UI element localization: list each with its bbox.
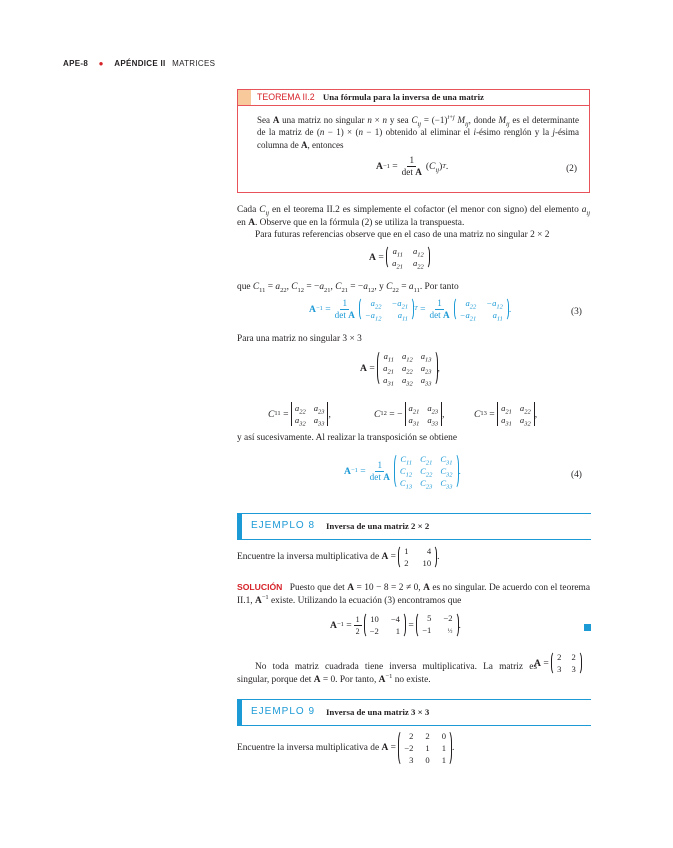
example8-prompt: Encuentre la inversa multiplicativa de [237, 552, 380, 562]
equation-3: A −1 = $\frac{1}{\text{det A}}$ $a_{22}$ $-a_{21}$ $-a_{12}$ $a_{11}$ T = $\frac{1}{\text{det A}}$ $a_{22}$ $-a_{12}$ $-a_{21}$ $a_{11}$ . [309, 297, 512, 323]
theorem-heading [257, 92, 484, 102]
para-cofactor: Cada $C_{ij}$ en el teorema II.2 es simplemente el cofactor (el menor con signo) del elemento $a_{ij}$ en A. Observe que en la fórmula (2) se utiliza la transpuesta. [237, 205, 591, 228]
example9-prompt: Encuentre la inversa multiplicativa de [237, 743, 380, 753]
header-section: APÉNDICE II [114, 59, 166, 68]
cofactor-C11: C 11 = $a_{22}$ $a_{23}$ $a_{32}$ $a_{33}$ , [268, 403, 331, 428]
example9-strip [237, 700, 242, 725]
para-3x3: Para una matriz no singular 3 × 3 [237, 334, 362, 344]
theorem-statement: Sea A una matriz no singular n × n y sea $C_{ij} = (-1)^{i+j}$ $M_{ij}$, donde $M_{ij}$ es el determinante de la matriz de (n − 1) × (n − 1) obtenido al eliminar el i-ésimo renglón y la j-ésima columna de A, entonces [257, 114, 580, 150]
solution-label: SOLUCIÓN [237, 582, 283, 592]
equation-4: A −1 = $\frac{1}{\text{det A}}$ $C_{11}$ $C_{21}$ $C_{31}$ $C_{12}$ $C_{22}$ $C_{32}$ $C_{13}$ $C_{23}$ $C_{33}$ . [344, 454, 461, 491]
theorem-label: TEOREMA II.2 [257, 92, 315, 102]
singular-matrix: A = 2 2 3 3 [534, 651, 582, 675]
example8-label: EJEMPLO 8 [251, 520, 316, 531]
example9-problem: Encuentre la inversa multiplicativa de A = 2 2 0 −2 1 1 3 0 1 . [237, 731, 455, 765]
end-of-example-square [584, 624, 591, 631]
example8-strip [237, 514, 242, 539]
theorem-formula: A −1 = $\frac{1}{\text{det A}}$ ( $C_{ij}$ ) T . [376, 155, 449, 177]
header-title: MATRICES [172, 59, 216, 68]
example8-solution: SOLUCIÓN Puesto que det A = 10 − 8 = 2 ≠ 0, A es no singular. De acuerdo con el teorema II.1, $A^{-1}$ existe. Utilizando la ecuación (3) encontramos que [237, 582, 590, 606]
running-header [63, 59, 215, 68]
matrix-A-2x2: A = $a_{11}$ $a_{12}$ $a_{21}$ $a_{22}$ [369, 245, 430, 269]
para-2x2-ref: Para futuras referencias observe que en el caso de una matriz no singular 2 × 2 [255, 230, 550, 240]
example8-problem: Encuentre la inversa multiplicativa de A = 1 4 2 10 . [237, 546, 440, 568]
example8-header [237, 513, 591, 540]
theorem-header-rule [238, 105, 589, 106]
page-id: APE-8 [63, 59, 89, 68]
eq4-number: (4) [571, 470, 582, 480]
example9-label: EJEMPLO 9 [251, 706, 316, 717]
theorem-title: Una fórmula para la inversa de una matriz [322, 92, 484, 102]
example9-title: Inversa de una matriz 3 × 3 [326, 707, 430, 717]
theorem-box [237, 89, 590, 193]
cofactors-2x2: que $C_{11} = a_{22}$, $C_{12} = -a_{21}$, $C_{21} = -a_{12}$, y $C_{22} = a_{11}$. Por tanto [237, 282, 459, 294]
example8-title: Inversa de una matriz 2 × 2 [326, 521, 430, 531]
example9-header [237, 699, 591, 726]
cofactor-C12: C 12 = − $a_{21}$ $a_{23}$ $a_{31}$ $a_{33}$ , [374, 403, 445, 428]
matrix-A-3x3: A = $a_{11}$ $a_{12}$ $a_{13}$ $a_{21}$ $a_{22}$ $a_{23}$ $a_{31}$ $a_{32}$ $a_{33}$ , [360, 351, 440, 388]
theorem-tab [238, 90, 251, 105]
theorem-eq-number: (2) [566, 164, 577, 174]
example8-result: A −1 = $\frac{1}{2}$ 10 −4 −2 1 = 5 −2 −1 ½ . [330, 613, 461, 636]
cofactor-C13: C 13 = $a_{21}$ $a_{22}$ $a_{31}$ $a_{32}$ , [474, 403, 538, 428]
para-singular: No toda matriz cuadrada tiene inversa multiplicativa. La matriz es singular, porque det A = 0. Por tanto, $A^{-1}$ no existe. [237, 662, 537, 685]
singular-intro: No toda matriz cuadrada tiene inversa multiplicativa. La matriz [255, 662, 524, 672]
eq3-number: (3) [571, 307, 582, 317]
header-bullet: ● [98, 59, 104, 68]
para-transpose: y así sucesivamente. Al realizar la transposición se obtiene [237, 433, 457, 443]
